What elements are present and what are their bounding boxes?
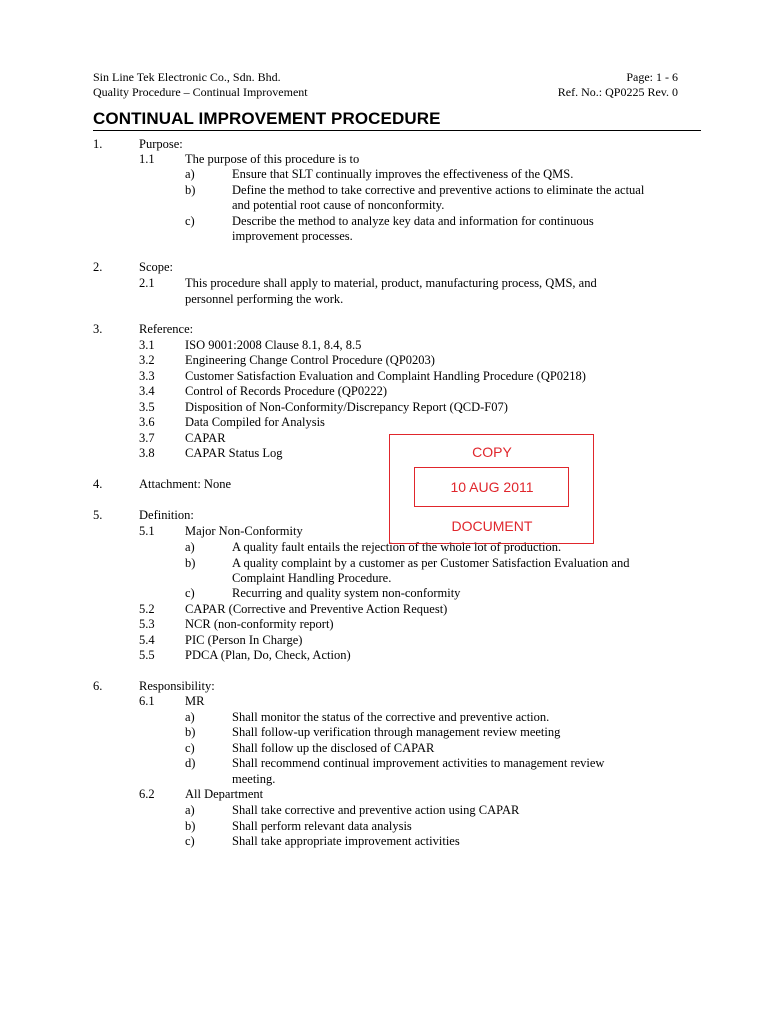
section-heading: Definition: <box>139 508 194 522</box>
document-type: Quality Procedure – Continual Improvement <box>93 85 308 99</box>
item-number: 3.6 <box>139 415 155 429</box>
section-heading: Responsibility: <box>139 679 215 693</box>
subitem-text: Shall monitor the status of the corrective and preventive action. <box>232 710 550 724</box>
item-number: 2.1 <box>139 276 155 290</box>
item-number: 6.2 <box>139 787 155 801</box>
subitem-text: Shall recommend continual improvement activities to management review <box>232 756 605 770</box>
section-number: 6. <box>93 679 103 693</box>
item-number: 1.1 <box>139 152 155 166</box>
subitem-letter: a) <box>185 803 195 817</box>
item-text: The purpose of this procedure is to <box>185 152 360 166</box>
item-number: 3.7 <box>139 431 155 445</box>
item-number: 3.1 <box>139 338 155 352</box>
subitem-text: improvement processes. <box>232 229 353 243</box>
section-heading: Reference: <box>139 322 194 336</box>
item-text: NCR (non-conformity report) <box>185 617 334 631</box>
subitem-text: meeting. <box>232 772 276 786</box>
item-number: 6.1 <box>139 694 155 708</box>
company-name: Sin Line Tek Electronic Co., Sdn. Bhd. <box>93 70 281 84</box>
subitem-text: Shall perform relevant data analysis <box>232 819 412 833</box>
section-number: 3. <box>93 322 103 336</box>
subitem-text: Define the method to take corrective and preventive actions to eliminate the actual <box>232 183 645 197</box>
subitem-text: Recurring and quality system non-conformity <box>232 586 461 600</box>
subitem-text: A quality fault entails the rejection of the whole lot of production. <box>232 540 562 554</box>
subitem-text: Shall take corrective and preventive action using CAPAR <box>232 803 520 817</box>
item-number: 5.4 <box>139 633 155 647</box>
section-heading: Scope: <box>139 260 174 274</box>
subitem-text: Describe the method to analyze key data and information for continuous <box>232 214 594 228</box>
reference-number: Ref. No.: QP0225 Rev. 0 <box>557 85 678 99</box>
section-heading: Attachment: None <box>139 477 231 491</box>
item-text: PIC (Person In Charge) <box>185 633 303 647</box>
subitem-letter: c) <box>185 834 195 848</box>
item-text: Engineering Change Control Procedure (QP0203) <box>185 353 435 367</box>
item-text: CAPAR <box>185 431 226 445</box>
subitem-letter: c) <box>185 214 195 228</box>
item-text: Data Compiled for Analysis <box>185 415 325 429</box>
subitem-text: Ensure that SLT continually improves the effectiveness of the QMS. <box>232 167 574 181</box>
subitem-letter: c) <box>185 586 195 600</box>
subitem-letter: b) <box>185 556 196 570</box>
subitem-letter: b) <box>185 725 196 739</box>
item-number: 3.8 <box>139 446 155 460</box>
item-number: 3.2 <box>139 353 155 367</box>
item-text: Disposition of Non-Conformity/Discrepancy Report (QCD-F07) <box>185 400 508 414</box>
page-title: CONTINUAL IMPROVEMENT PROCEDURE <box>93 109 441 128</box>
item-text: Customer Satisfaction Evaluation and Complaint Handling Procedure (QP0218) <box>185 369 586 383</box>
item-number: 3.5 <box>139 400 155 414</box>
item-text: This procedure shall apply to material, product, manufacturing process, QMS, and <box>185 276 597 290</box>
title-divider <box>93 130 701 131</box>
subitem-letter: c) <box>185 741 195 755</box>
stamp-date: 10 AUG 2011 <box>450 479 534 495</box>
subitem-text: Shall follow up the disclosed of CAPAR <box>232 741 435 755</box>
stamp-copy-label: COPY <box>472 444 512 460</box>
item-text: personnel performing the work. <box>185 292 344 306</box>
item-number: 3.3 <box>139 369 155 383</box>
subitem-text: Complaint Handling Procedure. <box>232 571 392 585</box>
item-number: 3.4 <box>139 384 155 398</box>
section-number: 1. <box>93 137 103 151</box>
item-text: MR <box>185 694 205 708</box>
subitem-letter: a) <box>185 167 195 181</box>
item-number: 5.2 <box>139 602 155 616</box>
item-text: Control of Records Procedure (QP0222) <box>185 384 388 398</box>
item-text: Major Non-Conformity <box>185 524 303 538</box>
item-text: CAPAR (Corrective and Preventive Action Request) <box>185 602 448 616</box>
section-heading: Purpose: <box>139 137 183 151</box>
stamp-document-label: DOCUMENT <box>451 518 533 534</box>
item-text: All Department <box>185 787 264 801</box>
item-number: 5.3 <box>139 617 155 631</box>
section-number: 2. <box>93 260 103 274</box>
subitem-letter: a) <box>185 540 195 554</box>
subitem-letter: d) <box>185 756 196 770</box>
page-number: Page: 1 - 6 <box>626 70 678 84</box>
item-number: 5.1 <box>139 524 155 538</box>
subitem-text: Shall take appropriate improvement activities <box>232 834 460 848</box>
section-number: 5. <box>93 508 103 522</box>
subitem-letter: a) <box>185 710 195 724</box>
item-text: PDCA (Plan, Do, Check, Action) <box>185 648 351 662</box>
item-number: 5.5 <box>139 648 155 662</box>
subitem-text: Shall follow-up verification through management review meeting <box>232 725 561 739</box>
subitem-text: A quality complaint by a customer as per Customer Satisfaction Evaluation and <box>232 556 630 570</box>
item-text: CAPAR Status Log <box>185 446 283 460</box>
item-text: ISO 9001:2008 Clause 8.1, 8.4, 8.5 <box>185 338 362 352</box>
section-number: 4. <box>93 477 103 491</box>
subitem-text: and potential root cause of nonconformity. <box>232 198 445 212</box>
subitem-letter: b) <box>185 183 196 197</box>
subitem-letter: b) <box>185 819 196 833</box>
